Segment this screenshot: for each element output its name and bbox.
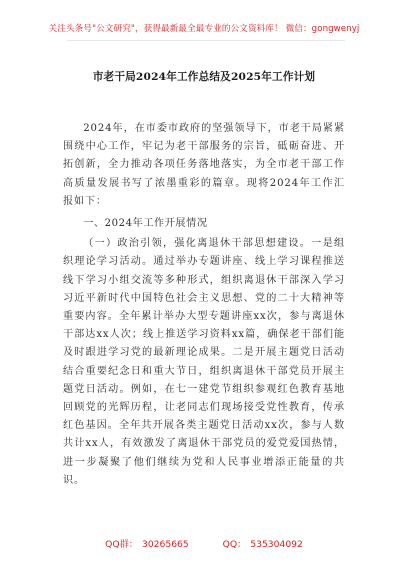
qq-number: 535304092	[250, 539, 303, 550]
intro-paragraph: 2024年，在市委市政府的坚强领导下，市老干局紧紧围绕中心工作，牢记为老干部服务的宗旨，砥砺奋进、开拓创新，全力推动各项任务落地落实，为全市老干部工作高质量发展书写了浓墨重彩的篇章。现将2024年工作汇报如下：	[63, 123, 345, 207]
header-divider	[67, 40, 345, 41]
section-paragraph: （一）政治引领，强化离退休干部思想建设。一是组织理论学习活动。通过举办专题讲座、线上学习课程推送线下学习小组交流等多种形式，组织离退休干部深入学习习近平新时代中国特色社会主义思想、党的二十大精神等重要内容。全年累计举办大型专题讲座xx次，参与离退休干部达xx人次；线上推送学习资料xx篇，确保老干部们能及时跟进学习党的最新理论成果。二是开展主题党日活动结合重要纪念日和重大节日，组织离退休干部党员开展主题党日活动。例如，在七一建党节组织参观红色教育基地回顾党的光辉历程，让老同志们现场接受党性教育，传承红色基因。全年共开展各类主题党日活动xx次，参与人数共计xx人，有效激发了离退休干部党员的爱党爱国热情，进一步凝聚了他们继续为党和人民事业增添正能量的共识。	[63, 238, 345, 486]
qq-group-number: 30265665	[141, 539, 189, 550]
section-heading: 一、2024年工作开展情况	[83, 218, 208, 230]
footer-contact	[0, 536, 408, 550]
top-banner: 关注头条号"公文研究"，获得最新最全最专业的公文资料库！ 微信：gongwenyj	[48, 24, 360, 34]
qq-label: QQ：	[222, 539, 247, 550]
document-body	[63, 120, 345, 490]
document-title: 市老干局2024年工作总结及2025年工作计划	[92, 71, 316, 83]
qq-group-label: QQ群：	[105, 539, 138, 550]
